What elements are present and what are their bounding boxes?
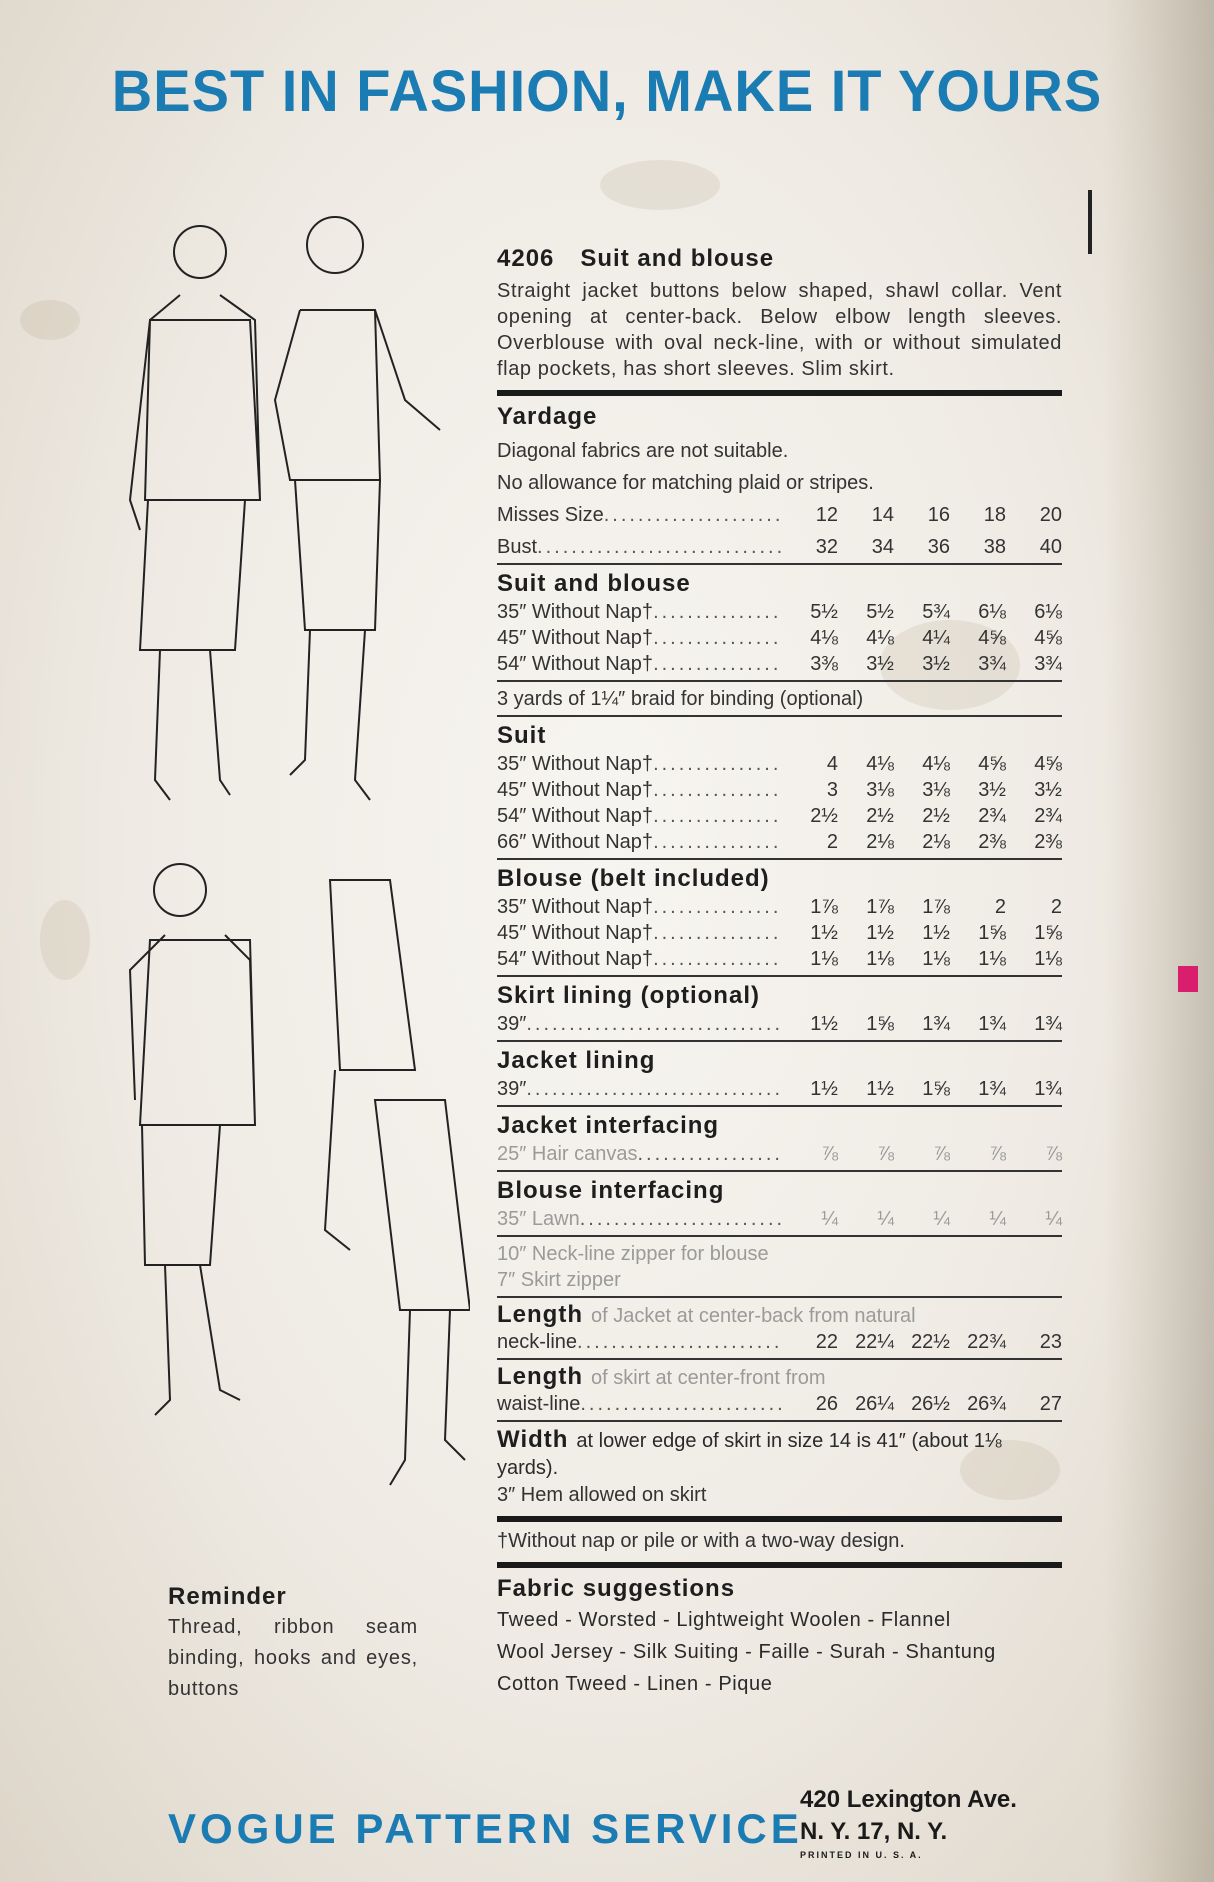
bust-row: [497, 534, 1062, 560]
yardage-value: 5½: [866, 601, 894, 623]
row-label: 66″ Without Nap†: [497, 831, 654, 853]
yardage-value: 2⅜: [978, 831, 1006, 853]
fabric-line: Wool Jersey - Silk Suiting - Faille - Surah - Shantung: [497, 1641, 996, 1663]
pattern-number: 4206: [497, 245, 555, 272]
row-label: 35″ Without Nap†: [497, 601, 654, 623]
value: 26¾: [967, 1393, 1006, 1415]
skirt-length-row: [497, 1391, 1062, 1417]
divider: [497, 1516, 1062, 1522]
reminder: [168, 1582, 418, 1705]
row-label: 45″ Without Nap†: [497, 627, 654, 649]
yardage-value: 1¾: [1034, 1013, 1062, 1035]
yardage-value: 5½: [810, 601, 838, 623]
row-label: 35″ Without Nap†: [497, 753, 654, 775]
yardage-value: 5¾: [922, 601, 950, 623]
yardage-row: [497, 751, 1062, 777]
yardage-value: 2: [1050, 896, 1062, 918]
yardage-value: 4⅛: [810, 627, 838, 649]
fabric-line: Cotton Tweed - Linen - Pique: [497, 1673, 773, 1695]
yardage-value: 3: [826, 779, 838, 801]
yardage-row: [497, 1206, 1062, 1232]
figure-blouse-back: [275, 217, 440, 800]
divider: [497, 1296, 1062, 1298]
printed-note: PRINTED IN U. S. A.: [800, 1850, 923, 1860]
value: 23: [1039, 1331, 1062, 1353]
zipper-note: 10″ Neck-line zipper for blouse: [497, 1243, 769, 1265]
row-label: 39″: [497, 1078, 527, 1100]
pattern-name: Suit and blouse: [580, 245, 775, 272]
yardage-value: 1½: [922, 922, 950, 944]
yardage-heading: Yardage: [497, 403, 598, 430]
yardage-value: 2⅜: [1034, 831, 1062, 853]
yardage-value: 3⅜: [810, 653, 838, 675]
jacket-length: [497, 1302, 1062, 1329]
yardage-row: [497, 803, 1062, 829]
reminder-heading: Reminder: [168, 1583, 287, 1610]
yardage-value: 4⅝: [978, 627, 1006, 649]
yardage-value: 2¾: [978, 805, 1006, 827]
footnote: †Without nap or pile or with a two-way design.: [497, 1530, 905, 1552]
yardage-value: 2: [994, 896, 1006, 918]
yardage-row: [497, 1076, 1062, 1102]
size-label: Misses Size: [497, 504, 604, 526]
yardage-value: 3½: [922, 653, 950, 675]
yardage-row: [497, 599, 1062, 625]
value: 26: [815, 1393, 838, 1415]
yardage-value: ¼: [877, 1208, 894, 1230]
row-label: neck-line: [497, 1331, 578, 1353]
row-label: 54″ Without Nap†: [497, 805, 654, 827]
figure-skirt: [325, 880, 470, 1485]
yardage-row: [497, 894, 1062, 920]
pattern-heading: [497, 244, 1062, 274]
section-heading: Blouse (belt included): [497, 865, 770, 892]
bust-value: 32: [815, 536, 838, 558]
divider: [497, 715, 1062, 717]
bust-label: Bust: [497, 536, 538, 558]
hem-note: 3″ Hem allowed on skirt: [497, 1484, 707, 1506]
value: 22½: [911, 1331, 950, 1353]
yardage-value: ⅞: [989, 1143, 1006, 1165]
yardage-row: [497, 777, 1062, 803]
section-note: 3 yards of 1¼″ braid for binding (optional): [497, 688, 864, 710]
yardage-value: 2½: [866, 805, 894, 827]
yardage-value: ⅞: [821, 1143, 838, 1165]
section-heading: Jacket lining: [497, 1047, 656, 1074]
page-title: BEST IN FASHION, MAKE IT YOURS: [111, 57, 1103, 124]
yardage-value: 1¾: [978, 1013, 1006, 1035]
brand-name: VOGUE PATTERN SERVICE: [168, 1805, 803, 1852]
value: 22: [815, 1331, 838, 1353]
divider: [497, 1562, 1062, 1568]
yardage-note: Diagonal fabrics are not suitable.: [497, 440, 789, 462]
yardage-value: 1⅛: [978, 948, 1006, 970]
yardage-value: 4⅛: [922, 753, 950, 775]
yardage-value: 1½: [810, 1013, 838, 1035]
yardage-row: [497, 829, 1062, 855]
yardage-value: 3½: [978, 779, 1006, 801]
skirt-width: [497, 1426, 1062, 1482]
yardage-value: 4⅛: [866, 753, 894, 775]
row-label: 54″ Without Nap†: [497, 948, 654, 970]
size-value: 18: [983, 504, 1006, 526]
row-label: 35″ Lawn: [497, 1208, 580, 1230]
color-tab: [1178, 966, 1198, 992]
divider: [497, 680, 1062, 682]
yardage-value: 4⅝: [1034, 753, 1062, 775]
length-text: of skirt at center-front from: [590, 1367, 826, 1389]
yardage-value: 4⅛: [866, 627, 894, 649]
row-label: waist-line: [497, 1393, 581, 1415]
skirt-length: [497, 1364, 1062, 1391]
yardage-row: [497, 651, 1062, 677]
divider: [497, 1040, 1062, 1042]
section-heading: Blouse interfacing: [497, 1177, 725, 1204]
yardage-row: [497, 1011, 1062, 1037]
yardage-value: ¼: [821, 1208, 838, 1230]
fabric-heading: Fabric suggestions: [497, 1575, 736, 1602]
fashion-illustrations: [110, 200, 470, 1500]
yardage-value: 1½: [866, 1078, 894, 1100]
bust-value: 40: [1039, 536, 1062, 558]
divider: [497, 858, 1062, 860]
yardage-value: 2¾: [1034, 805, 1062, 827]
yardage-value: 4: [826, 753, 838, 775]
jacket-length-row: [497, 1329, 1062, 1355]
yardage-value: 2⅛: [922, 831, 950, 853]
yardage-value: 1⅝: [978, 922, 1006, 944]
yardage-note: No allowance for matching plaid or stripes.: [497, 472, 874, 494]
yardage-value: 1⅛: [1034, 948, 1062, 970]
yardage-value: 4⅝: [978, 753, 1006, 775]
divider: [497, 975, 1062, 977]
address-line: N. Y. 17, N. Y.: [800, 1818, 948, 1845]
yardage-value: 6⅛: [1034, 601, 1062, 623]
yardage-value: 1⅛: [922, 948, 950, 970]
figure-jacket-front: [130, 864, 255, 1415]
yardage-value: 2⅛: [866, 831, 894, 853]
divider: [497, 1358, 1062, 1360]
yardage-value: 1¾: [1034, 1078, 1062, 1100]
row-label: 35″ Without Nap†: [497, 896, 654, 918]
section-heading: Jacket interfacing: [497, 1112, 720, 1139]
bust-value: 38: [983, 536, 1006, 558]
yardage-value: 1⅛: [810, 948, 838, 970]
yardage-value: 2½: [810, 805, 838, 827]
address: [800, 1784, 1017, 1862]
yardage-value: 1⅞: [810, 896, 838, 918]
length-text: of Jacket at center-back from natural: [590, 1305, 916, 1327]
edge-mark: [1088, 190, 1092, 254]
yardage-sections: [497, 563, 1062, 1237]
value: 27: [1039, 1393, 1062, 1415]
length-heading: Length: [497, 1301, 583, 1328]
row-label: 54″ Without Nap†: [497, 653, 654, 675]
pattern-info: [497, 244, 1062, 1700]
yardage-value: ⅞: [1045, 1143, 1062, 1165]
yardage-value: 1⅝: [1034, 922, 1062, 944]
yardage-value: 3⅛: [922, 779, 950, 801]
yardage-value: 3½: [1034, 779, 1062, 801]
bust-value: 34: [871, 536, 894, 558]
row-label: 45″ Without Nap†: [497, 779, 654, 801]
yardage-value: 4⅝: [1034, 627, 1062, 649]
reminder-text: Thread, ribbon seam binding, hooks and eyes, buttons: [168, 1616, 418, 1700]
yardage-value: ¼: [989, 1208, 1006, 1230]
address-line: 420 Lexington Ave.: [800, 1786, 1017, 1813]
yardage-value: 1¾: [978, 1078, 1006, 1100]
row-label: 45″ Without Nap†: [497, 922, 654, 944]
size-value: 20: [1039, 504, 1062, 526]
width-text: at lower edge of skirt in size 14 is 41″ (about 1⅛ yards).: [497, 1430, 1002, 1479]
length-heading: Length: [497, 1363, 583, 1390]
bust-value: 36: [927, 536, 950, 558]
yardage-value: 1⅞: [866, 896, 894, 918]
value: 26½: [911, 1393, 950, 1415]
size-row: [497, 502, 1062, 528]
yardage-value: 1⅝: [922, 1078, 950, 1100]
yardage-value: 3¾: [978, 653, 1006, 675]
yardage-value: 1½: [810, 922, 838, 944]
divider: [497, 1235, 1062, 1237]
yardage-value: 3¾: [1034, 653, 1062, 675]
yardage-value: 1⅝: [866, 1013, 894, 1035]
yardage-row: [497, 920, 1062, 946]
yardage-value: 1½: [810, 1078, 838, 1100]
size-value: 12: [815, 504, 838, 526]
yardage-row: [497, 1141, 1062, 1167]
pattern-description: Straight jacket buttons below shaped, shawl collar. Vent opening at center-back. Below elbow length sleeves. Overblouse with oval neck-line, with or without simulated flap pockets, has short sleeves. Slim skirt.: [497, 280, 1062, 380]
yardage-value: 4¼: [922, 627, 950, 649]
value: 22¾: [967, 1331, 1006, 1353]
page-fold-shadow: [1104, 0, 1214, 1882]
yardage-value: 3½: [866, 653, 894, 675]
yardage-value: ⅞: [877, 1143, 894, 1165]
yardage-value: 6⅛: [978, 601, 1006, 623]
yardage-row: [497, 946, 1062, 972]
yardage-value: 1¾: [922, 1013, 950, 1035]
row-label: 25″ Hair canvas: [497, 1143, 638, 1165]
divider: [497, 563, 1062, 565]
yardage-value: 2½: [922, 805, 950, 827]
yardage-value: ¼: [1045, 1208, 1062, 1230]
fabric-list: [497, 1604, 1062, 1700]
yardage-value: ⅞: [933, 1143, 950, 1165]
yardage-value: 1½: [866, 922, 894, 944]
figure-jacket-back: [130, 226, 260, 800]
section-heading: Suit: [497, 722, 547, 749]
yardage-value: 3⅛: [866, 779, 894, 801]
divider: [497, 1420, 1062, 1422]
yardage-value: 2: [826, 831, 838, 853]
size-value: 16: [927, 504, 950, 526]
divider: [497, 390, 1062, 396]
zipper-note: 7″ Skirt zipper: [497, 1269, 621, 1291]
value: 26¼: [855, 1393, 894, 1415]
yardage-value: 1⅛: [866, 948, 894, 970]
section-heading: Suit and blouse: [497, 570, 691, 597]
value: 22¼: [855, 1331, 894, 1353]
section-heading: Skirt lining (optional): [497, 982, 760, 1009]
divider: [497, 1170, 1062, 1172]
yardage-value: 1⅞: [922, 896, 950, 918]
width-heading: Width: [497, 1426, 569, 1453]
yardage-row: [497, 625, 1062, 651]
yardage-value: ¼: [933, 1208, 950, 1230]
row-label: 39″: [497, 1013, 527, 1035]
size-value: 14: [871, 504, 894, 526]
divider: [497, 1105, 1062, 1107]
fabric-line: Tweed - Worsted - Lightweight Woolen - Flannel: [497, 1609, 951, 1631]
